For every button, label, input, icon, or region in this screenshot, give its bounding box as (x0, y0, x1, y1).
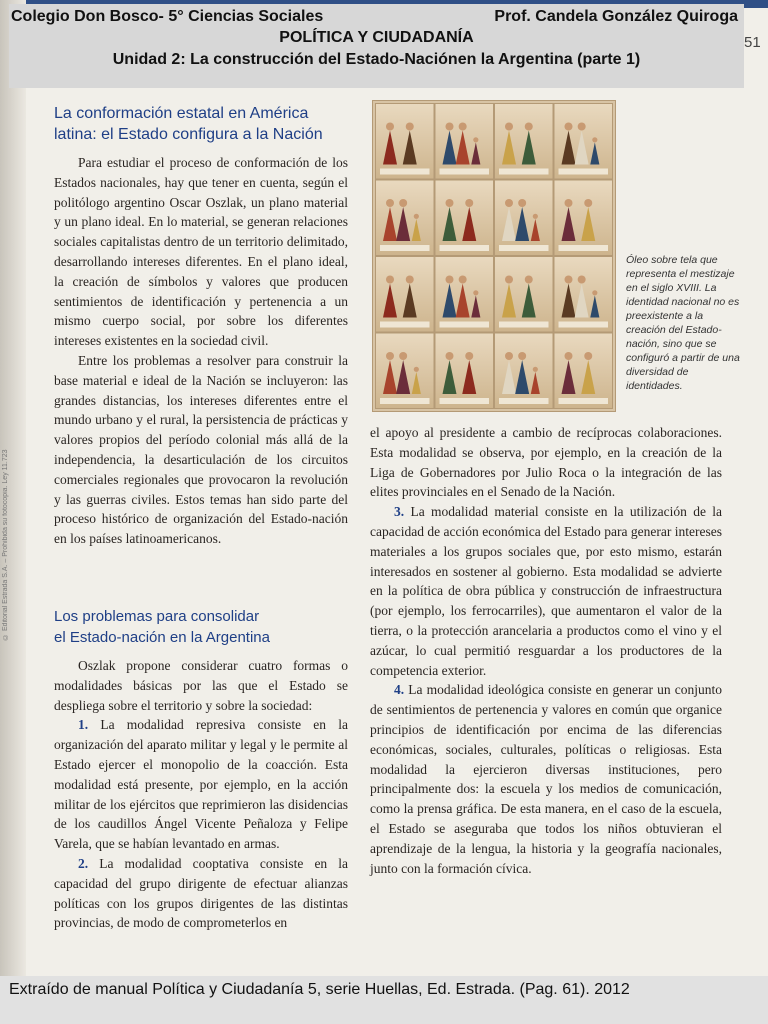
paragraph: el apoyo al presidente a cambio de recíprocas colaboraciones. Esta modalidad se observa, por ejemplo, en la creación de la Liga de Gobernadores por Julio Roca o la integración de las elites provinciales en el Senado de la Nación. (370, 425, 722, 500)
right-column-text (370, 423, 722, 878)
left-column-text-1 (54, 153, 348, 549)
paragraph: Para estudiar el proceso de conformación de los Estados nacionales, hay que tener en cuenta, según el politólogo argentino Oscar Oszlak, un plano material y un plano ideal. En lo material, se generan relaciones sociales capitalistas dentro de un territorio delimitado, desarrollando intereses diferentes. En el plano ideal, la creación de símbolos y valores que producen sentimientos de identificación y pertenencia a un mismo cuerpo social, por sobre los diferentes intereses existentes en la sociedad civil. (54, 155, 348, 349)
paragraph: Oszlak propone considerar cuatro formas o modalidades básicas por las que el Estado se despliega sobre el territorio y sobre la sociedad: (54, 658, 348, 713)
painting-scene (376, 181, 434, 256)
item-number: 4. (394, 682, 405, 698)
image-caption: Óleo sobre tela que representa el mestizaje en el siglo XVIII. La identidad nacional no es preexistente a la creación del Estado-nación, sino que se configuró a partir de una diversidad de identidades. (626, 254, 740, 392)
school-name: Colegio Don Bosco- 5° Ciencias Sociales (11, 8, 324, 25)
left-column-text-2 (54, 656, 348, 933)
painting-scene (495, 181, 553, 256)
section-heading-conformacion: La conformación estatal en América latina: el Estado configura a la Nación (54, 105, 323, 143)
painting-scene (495, 334, 553, 409)
painting-figures (375, 103, 613, 409)
painting-scene (495, 257, 553, 332)
painting-scene (436, 104, 494, 179)
painting-scene (436, 181, 494, 256)
casta-painting-image (372, 100, 616, 412)
item-number: 1. (78, 717, 89, 733)
document-header (9, 4, 744, 88)
list-item: 2. La modalidad cooptativa consiste en la capacidad del grupo dirigente de efectuar alianzas políticas con los grupos dirigentes de las distintas provincias, de modo de comprometerlos en (54, 855, 348, 931)
source-footer: Extraído de manual Política y Ciudadanía 5, serie Huellas, Ed. Estrada. (Pag. 61). 2012 (0, 976, 768, 1024)
painting-scene (555, 334, 613, 409)
list-item: 4. La modalidad ideológica consiste en generar un conjunto de sentimientos de pertenencia y valores en común que organice principios de identificación por encima de las diferencias económicas, sociales, culturales, políticas o religiosas. Esta modalidad la ejercieron diversas instituciones, pero principalmente dos: la escuela y los medios de comunicación, como la prensa gráfica. De esta manera, en el caso de la escuela, el Estado se aseguraba que todos los niños obtuvieran el aprendizaje de la lengua, la historia y la geografía nacionales, junto con la formación cívica. (370, 682, 722, 876)
paragraph: Entre los problemas a resolver para construir la base material e ideal de la Nación se incluyeron: las grandes distancias, los intereses diferentes entre el mundo urbano y el rural, la persistencia de prácticas y valores propios del período colonial más allá de la independencia, la desarticulación de los circuitos comerciales regionales que provocaron la revolución y las guerras civiles. Estos temas han sido parte del proceso histórico de organización del Estado-nación en los países latinoamericanos. (54, 352, 348, 547)
list-item: 1. La modalidad represiva consiste en la organización del aparato militar y legal y le permite al Estado ejercer el monopolio de la coacción. Esta modalidad está presente, por ejemplo, en la acción militar de los ejércitos que reprimieron las disidencias de los caudillos Ángel Vicente Peñaloza y Felipe Varela, que se habían levantado en armas. (54, 717, 348, 852)
list-item: 3. La modalidad material consiste en la utilización de la capacidad de acción económica del Estado para generar intereses materiales a los grupos sociales que, por esto mismo, estarán interesados en sostener al gobierno. Esta modalidad se advierte en la política de obra pública y construcción de infraestructura (por ejemplo, los ferrocarriles), que aumentaron el valor de la tierra, o la protección arancelaria a productos como el vino y el azúcar, lo cual permitió resguardar a los productores de la competencia exterior. (370, 504, 723, 678)
teacher-name: Prof. Candela González Quiroga (494, 8, 738, 25)
side-credit: © Editorial Estrada S.A. – Prohibida su fotocopia. Ley 11.723 (2, 449, 9, 640)
painting-scene (555, 104, 613, 179)
painting-scene (555, 257, 613, 332)
painting-scene (376, 257, 434, 332)
subject-title: POLÍTICA Y CIUDADANÍA (279, 29, 474, 46)
painting-scene (436, 334, 494, 409)
item-number: 2. (78, 855, 89, 871)
painting-scene (436, 257, 494, 332)
painting-scene (495, 104, 553, 179)
item-number: 3. (394, 504, 405, 520)
page-number: 51 (744, 34, 761, 51)
painting-scene (376, 334, 434, 409)
section-heading-problemas: Los problemas para consolidar el Estado-nación en la Argentina (54, 608, 270, 646)
painting-scene (376, 104, 434, 179)
unit-title: Unidad 2: La construcción del Estado-Naciónen la Argentina (parte 1) (112, 51, 641, 68)
painting-scene (555, 181, 613, 256)
